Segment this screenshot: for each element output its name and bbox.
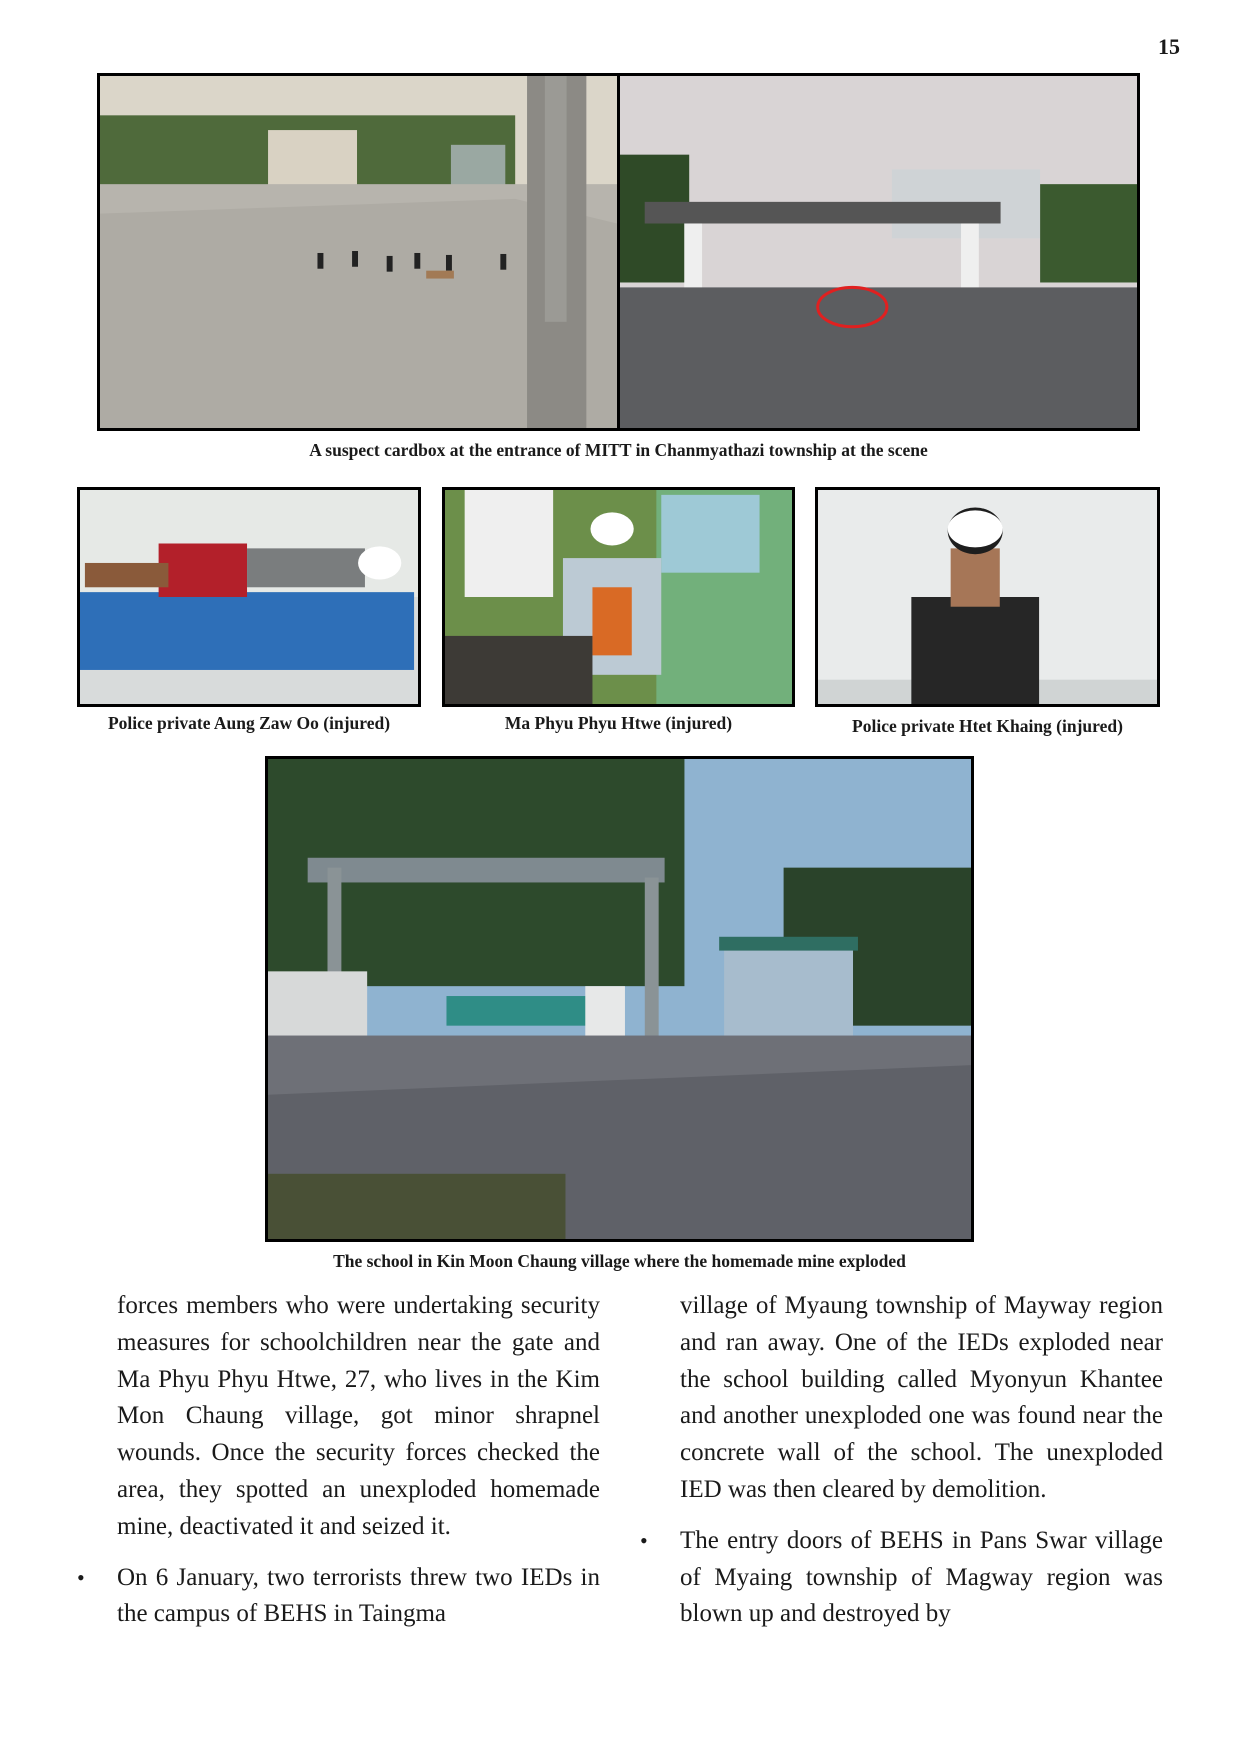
bullet-icon: • bbox=[77, 1564, 85, 1590]
bullet-icon: • bbox=[640, 1527, 648, 1553]
left-paragraph: forces members who were undertaking security measures for schoolchildren near the gate and Ma Phyu Phyu Htwe, 27, who lives in the Kim Mon Chaung village, got minor shrapnel wounds. Once the security forces checked the area, they spotted an unexploded homemade mine, deactivated it and seized it. bbox=[117, 1292, 600, 1540]
top-photos-caption: A suspect cardbox at the entrance of MITT in Chanmyathazi township at the scene bbox=[309, 440, 928, 460]
right-paragraph: village of Myaung township of Mayway region and ran away. One of the IEDs exploded near the school building called Myonyun Khantee and another unexploded one was found near the concrete wall of the school. The unexploded IED was then cleared by demolition. bbox=[680, 1292, 1163, 1503]
photo-mitt-gate bbox=[617, 73, 1140, 431]
photo-htet-khaing bbox=[815, 487, 1160, 707]
caption-htet-khaing: Police private Htet Khaing (injured) bbox=[852, 716, 1123, 736]
photo-ma-phyu-phyu-htwe bbox=[442, 487, 795, 707]
photo-aung-zaw-oo bbox=[77, 487, 421, 707]
photo-school-gate bbox=[265, 756, 974, 1242]
bullet-text-taingma: On 6 January, two terrorists threw two IEDs in the campus of BEHS in Taingma bbox=[117, 1563, 600, 1628]
photo-street-boxes bbox=[97, 73, 620, 431]
caption-ma-phyu-phyu-htwe: Ma Phyu Phyu Htwe (injured) bbox=[504, 713, 733, 733]
caption-aung-zaw-oo: Police private Aung Zaw Oo (injured) bbox=[107, 713, 391, 733]
bullet-item-taingma bbox=[77, 1560, 600, 1634]
bullet-text-pans-swar: The entry doors of BEHS in Pans Swar village of Myaing township of Magway region was blown up and destroyed by bbox=[680, 1526, 1163, 1628]
right-column bbox=[640, 1288, 1163, 1633]
page-number: 15 bbox=[1158, 34, 1180, 59]
bullet-item-pans-swar bbox=[640, 1523, 1163, 1633]
left-column bbox=[77, 1288, 600, 1633]
school-photo-caption: The school in Kin Moon Chaung village where the homemade mine exploded bbox=[333, 1251, 906, 1271]
